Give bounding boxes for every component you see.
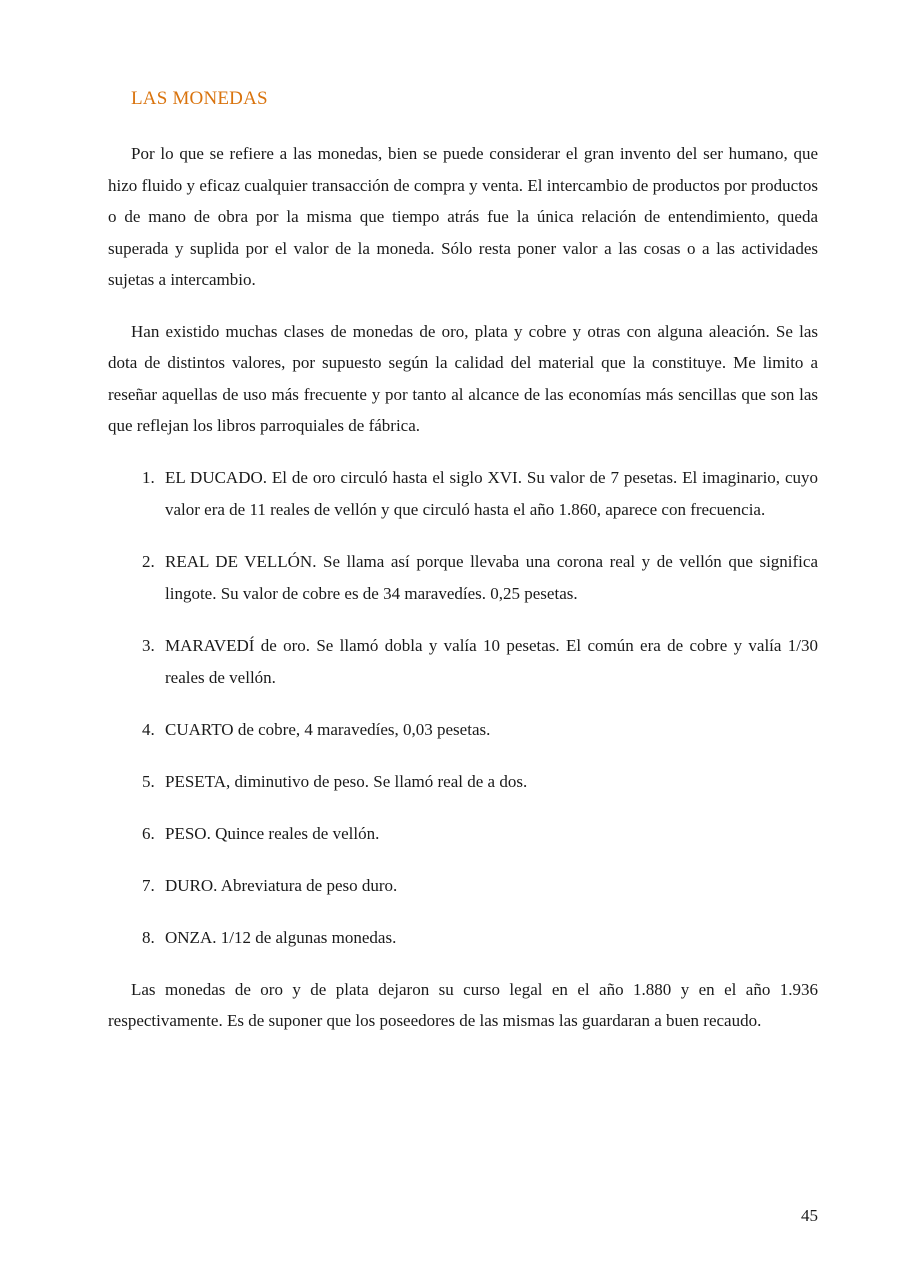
list-number: 3. bbox=[142, 635, 155, 655]
list-text: CUARTO de cobre, 4 maravedíes, 0,03 pesetas. bbox=[165, 719, 491, 739]
section-heading: LAS MONEDAS bbox=[131, 88, 268, 109]
coin-list bbox=[108, 462, 818, 954]
list-text: MARAVEDÍ de oro. Se llamó dobla y valía 10 pesetas. El común era de cobre y valía 1/30 reales de vellón. bbox=[165, 635, 818, 687]
list-item bbox=[108, 714, 818, 746]
paragraph-coin-types: Han existido muchas clases de monedas de oro, plata y cobre y otras con alguna aleación. Se las dota de distintos valores, por supuesto según la calidad del material que la constituye. Me limito a reseñar aquellas de uso más frecuente y por tanto al alcance de las economías más sencillas que son las que reflejan los libros parroquiales de fábrica. bbox=[108, 321, 818, 435]
list-number: 6. bbox=[142, 823, 155, 843]
document-body bbox=[108, 138, 818, 1057]
list-text: PESETA, diminutivo de peso. Se llamó real de a dos. bbox=[165, 771, 528, 791]
list-item bbox=[108, 766, 818, 798]
list-text: DURO. Abreviatura de peso duro. bbox=[165, 875, 398, 895]
list-number: 4. bbox=[142, 719, 155, 739]
page-number: 45 bbox=[801, 1206, 818, 1225]
paragraph-intro: Por lo que se refiere a las monedas, bien se puede considerar el gran invento del ser humano, que hizo fluido y eficaz cualquier transacción de compra y venta. El intercambio de productos por productos o de mano de obra por la misma que tiempo atrás fue la única relación de entendimiento, queda superada y suplida por el valor de la moneda. Sólo resta poner valor a las cosas o a las actividades sujetas a intercambio. bbox=[108, 144, 818, 289]
list-number: 7. bbox=[142, 875, 155, 895]
list-item bbox=[108, 546, 818, 610]
list-text: EL DUCADO. El de oro circuló hasta el siglo XVI. Su valor de 7 pesetas. El imaginario, cuyo valor era de 11 reales de vellón y que circuló hasta el año 1.860, aparece con frecuencia. bbox=[165, 467, 818, 519]
list-number: 5. bbox=[142, 771, 155, 791]
list-number: 2. bbox=[142, 551, 155, 571]
list-item bbox=[108, 630, 818, 694]
list-number: 8. bbox=[142, 927, 155, 947]
list-text: ONZA. 1/12 de algunas monedas. bbox=[165, 927, 397, 947]
list-text: REAL DE VELLÓN. Se llama así porque llevaba una corona real y de vellón que significa lingote. Su valor de cobre es de 34 maravedíes. 0,25 pesetas. bbox=[165, 551, 818, 603]
paragraph-closing: Las monedas de oro y de plata dejaron su curso legal en el año 1.880 y en el año 1.936 respectivamente. Es de suponer que los poseedores de las mismas las guardaran a buen recaudo. bbox=[108, 979, 818, 1030]
list-item bbox=[108, 818, 818, 850]
list-text: PESO. Quince reales de vellón. bbox=[165, 823, 380, 843]
list-item bbox=[108, 870, 818, 902]
list-item bbox=[108, 462, 818, 526]
list-number: 1. bbox=[142, 467, 155, 487]
list-item bbox=[108, 922, 818, 954]
